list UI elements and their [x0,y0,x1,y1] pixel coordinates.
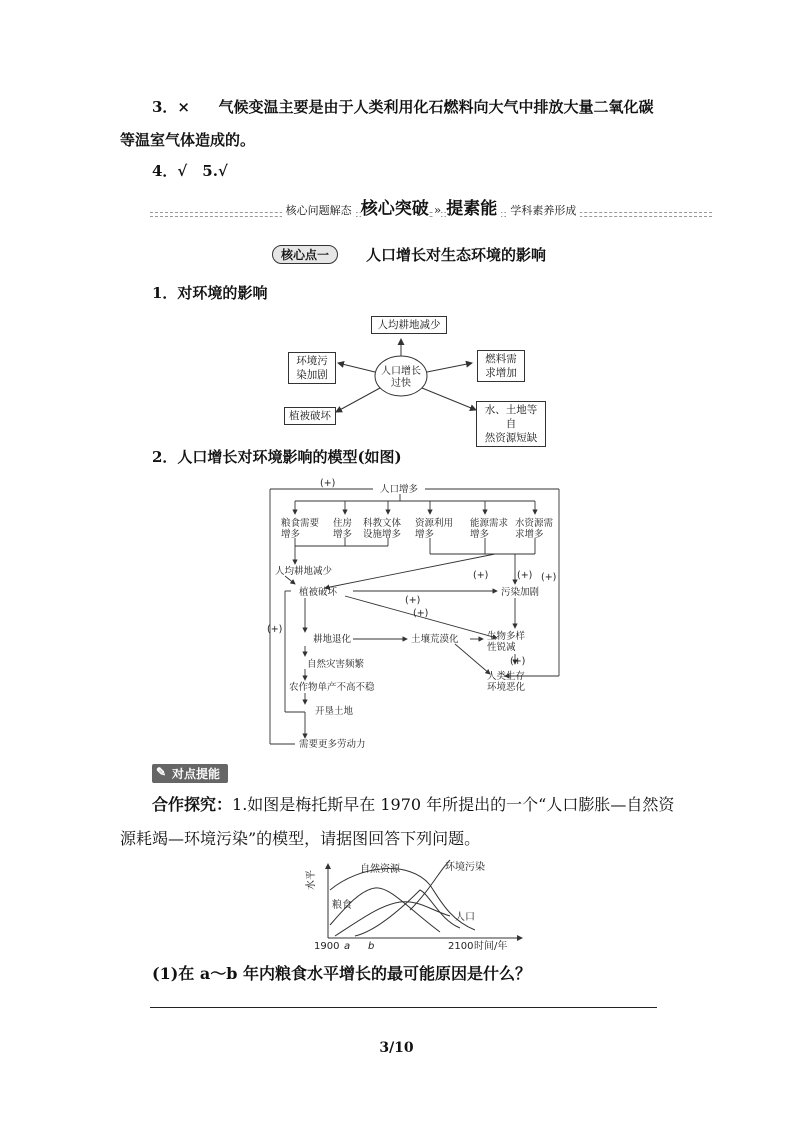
badge-label: 核心点一 [272,245,338,264]
need-facilities: 科教文体 [363,518,402,529]
svg-text:增多: 增多 [333,529,353,540]
meadows-model-chart [300,850,530,950]
answer-3 [152,96,654,117]
question-1: (1)在 a～b 年内粮食水平增长的最可能原因是什么？ [152,964,531,983]
answer-3-num: 3．× [152,98,191,116]
need-food: 粮食需要 [281,518,320,529]
tick-a: a [344,941,351,950]
model-pollution: 污染加剧 [501,587,540,598]
box-farmland-decrease: 人均耕地减少 [371,316,447,334]
model-reclaim: 开垦土地 [315,706,354,717]
model-diagram [265,476,565,751]
label-resources: 自然资源 [360,864,400,875]
pencil-icon: ✎ [156,765,167,779]
banner-main-1: 核心突破 [360,199,429,219]
explore-line-1 [152,792,674,815]
need-housing: 住房 [333,518,353,529]
plus-1: (+) [320,478,336,489]
box-fuel-demand: 燃料需 求增加 [477,350,525,382]
model-veg: 植被破坏 [299,587,338,598]
tip-text: 对点提能 [172,767,221,781]
box-vegetation: 植被破坏 [284,407,336,425]
plus-4: (+) [541,572,557,583]
box-resource-shortage: 水、土地等自 然资源短缺 [476,401,546,447]
explore-lead: 合作探究： [152,795,233,814]
need-resources: 资源利用 [415,518,454,529]
svg-text:增多: 增多 [415,529,435,540]
tick-2100: 2100 [448,941,474,950]
model-top: 人口增多 [380,484,419,495]
need-energy: 能源需求 [470,518,509,529]
section-title: 人口增长对生态环境的影响 [366,246,547,264]
banner-arrow-icon: » [433,203,442,217]
svg-text:求增多: 求增多 [515,529,544,540]
banner-right: 学科素养形成 [506,204,580,217]
page-number: 3/10 [379,1040,414,1056]
label-food: 粮食 [332,900,352,911]
svg-text:人类生存: 人类生存 [487,671,526,682]
need-water: 水资源需 [515,518,554,529]
label-population: 人口 [455,912,475,923]
model-desert: 土壤荒漠化 [411,634,459,645]
y-label: 水平 [306,870,317,890]
plus-7: (+) [267,624,283,635]
section-badge [272,244,338,264]
svg-text:增多: 增多 [470,529,490,540]
section-banner [150,194,712,219]
plus-6: (+) [413,608,429,619]
model-crop: 农作物单产不高不稳 [289,682,375,693]
svg-text:增多: 增多 [281,529,301,540]
answer-4-5: 4．√ 5.√ [152,162,228,180]
answer-3-text: 气候变温主要是由于人类利用化石燃料向大气中排放大量二氧化碳 [218,98,654,116]
heading-environment-impact: 1．对环境的影响 [152,284,268,302]
model-env: 环境恶化 [487,682,526,693]
box-pollution: 环境污 染加剧 [288,352,336,384]
tick-1900: 1900 [314,941,340,950]
model-bio: 性锐减 [487,642,516,653]
svg-text:设施增多: 设施增多 [363,529,402,540]
explore-line-2: 源耗竭—环境污染”的模型，请据图回答下列问题。 [120,829,481,848]
banner-main-2: 提素能 [446,199,501,219]
plus-2: (+) [473,570,489,581]
tick-b: b [368,941,375,950]
plus-5: (+) [405,595,421,606]
series-population [335,902,450,936]
model-farmland: 人均耕地减少 [275,566,333,577]
label-pollution: 环境污染 [445,862,485,873]
model-degrade: 耕地退化 [313,634,352,645]
center-population-growth: 人口增长 过快 [381,366,421,389]
answer-3-continued: 等温室气体造成的。 [120,131,256,149]
model-disaster: 自然灾害频繁 [307,659,365,670]
plus-3: (+) [517,570,533,581]
x-label: 时间/年 [474,941,508,950]
tip-label [152,763,228,783]
banner-left: 核心问题解态 [282,204,356,217]
explore-text-1: 1.如图是梅托斯早在 1970 年所提出的一个“人口膨胀—自然资 [232,795,675,814]
heading-model: 2．人口增长对环境影响的模型(如图) [152,448,402,466]
svg-text:生物多样: 生物多样 [487,631,526,642]
model-labor: 需要更多劳动力 [299,739,366,750]
plus-8: (+) [510,656,526,667]
tip-pill [152,764,228,783]
answer-line [150,1007,657,1008]
